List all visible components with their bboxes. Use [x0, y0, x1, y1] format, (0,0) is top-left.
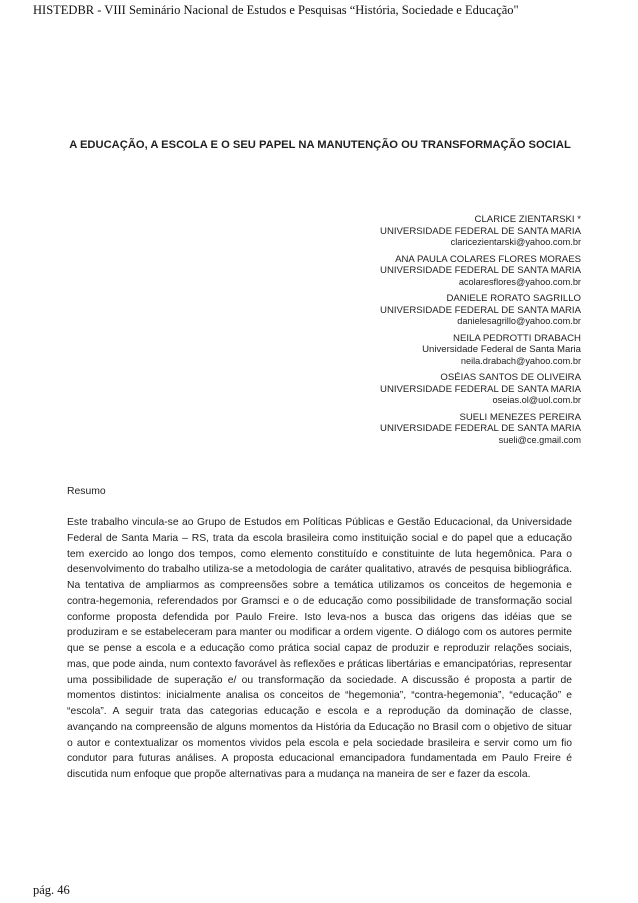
author-list: [251, 214, 581, 451]
author-affiliation: UNIVERSIDADE FEDERAL DE SANTA MARIA: [380, 423, 581, 434]
author-affiliation: UNIVERSIDADE FEDERAL DE SANTA MARIA: [380, 225, 581, 237]
author-email: acolaresflores@yahoo.com.br: [458, 276, 581, 287]
author-block: [251, 333, 581, 368]
abstract-heading: Resumo: [67, 486, 106, 497]
author-block: [251, 293, 581, 328]
running-head: HISTEDBR - VIII Seminário Nacional de Estudos e Pesquisas “História, Sociedade e Educação": [33, 3, 519, 17]
author-affiliation: Universidade Federal de Santa Maria: [422, 344, 581, 355]
author-email: sueli@ce.gmail.com: [498, 434, 581, 445]
author-name: DANIELE RORATO SAGRILLO: [446, 293, 581, 304]
author-block: [251, 214, 581, 249]
author-name: NEILA PEDROTTI DRABACH: [453, 332, 581, 344]
author-block: [251, 372, 581, 407]
author-email: neila.drabach@yahoo.com.br: [460, 355, 581, 366]
author-affiliation: UNIVERSIDADE FEDERAL DE SANTA MARIA: [380, 304, 581, 316]
author-affiliation: UNIVERSIDADE FEDERAL DE SANTA MARIA: [380, 383, 581, 395]
author-name: CLARICE ZIENTARSKI *: [474, 214, 581, 225]
author-affiliation: UNIVERSIDADE FEDERAL DE SANTA MARIA: [380, 265, 581, 276]
author-email: oseias.ol@uol.com.br: [492, 395, 581, 405]
author-block: [251, 412, 581, 447]
abstract-text: Este trabalho vincula-se ao Grupo de Estudos em Políticas Públicas e Gestão Educacional, da Universidade Federal de Santa Maria – RS, trata da escola brasileira como instituição social e do papel que a educação tem exercido ao longo dos tempos, como elemento constituído e constituinte de luta hegemônica. Para o desenvolvimento do trabalho utiliza-se a metodologia de caráter qualitativo, através de pesquisa bibliográfica. Na tentativa de ampliarmos as compreensões sobre a temática utilizamos os conceitos de hegemonia e contra-hegemonia, referendados por Gramsci e o de educação como possibilidade de transformação social conforme proposta defendida por Paulo Freire. Isto leva-nos a busca das origens das idéias que se produziram e se estabeleceram para manter ou modificar a ordem vigente. O diálogo com os autores permite que se pense a escola e a educação como prática social capaz de produzir e reproduzir relações sociais, mas, que pode ainda, num contexto favorável às reflexões e práticas libertárias e emancipatórias, representar uma possibilidade de superação e/ ou transformação da sociedade. A discussão é proposta a partir de momentos distintos: inicialmente analisa os conceitos de “hegemonia”, “contra-hegemonia”, “educação” e “escola”. A seguir trata das categorias educação e escola e a reprodução da dominação de classe, avançando na compreensão de alguns momentos da História da Educação no Brasil com o objetivo de situar o autor e contextualizar os momentos vividos pela escola e pela sociedade brasileira e servir como um fio condutor para futuras análises. A proposta educacional emancipadora fundamentada em Paulo Freire é discutida num enfoque que propõe alternativas para a mudança na maneira de ser e fazer da escola.: [67, 517, 572, 780]
author-block: [251, 254, 581, 289]
author-name: ANA PAULA COLARES FLORES MORAES: [395, 253, 581, 265]
page-number: pág. 46: [33, 883, 70, 897]
author-name: SUELI MENEZES PEREIRA: [459, 411, 581, 423]
paper-title: A EDUCAÇÃO, A ESCOLA E O SEU PAPEL NA MANUTENÇÃO OU TRANSFORMAÇÃO SOCIAL: [69, 139, 571, 151]
author-email: danielesagrillo@yahoo.com.br: [457, 316, 581, 326]
author-name: OSÉIAS SANTOS DE OLIVEIRA: [440, 372, 581, 383]
author-email: claricezientarski@yahoo.com.br: [450, 237, 581, 247]
